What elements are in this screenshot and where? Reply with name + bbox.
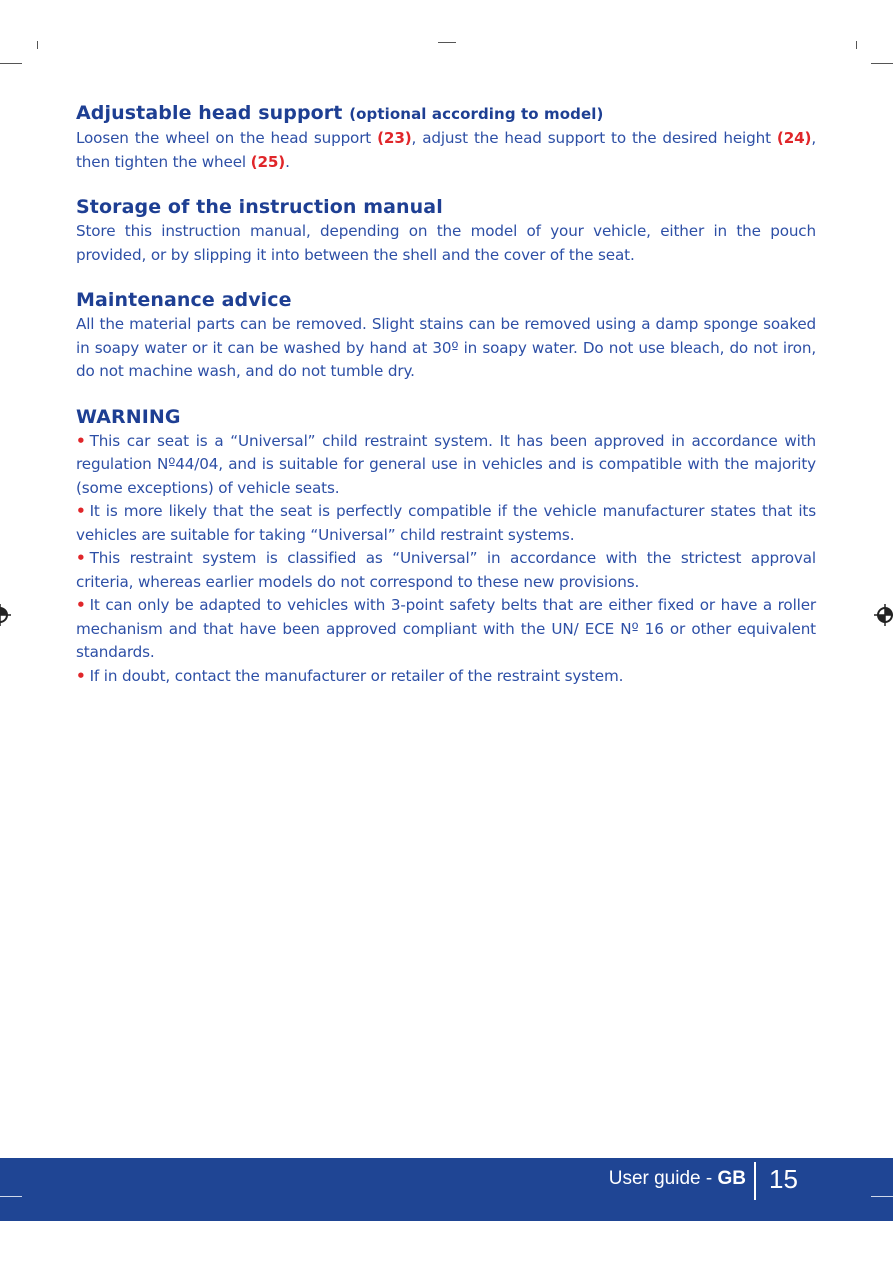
crop-mark-top-left-h	[0, 63, 22, 64]
footer-band	[0, 1158, 893, 1221]
section-body: Store this instruction manual, depending on the model of your vehicle, either in the pouch provided, or by slipping it into between the shell and the cover of the seat.	[76, 222, 816, 264]
registration-mark-left-icon	[0, 604, 11, 626]
bullet-icon: •	[76, 502, 86, 520]
page-number: 15	[769, 1164, 798, 1194]
warning-item: • It can only be adapted to vehicles with 3-point safety belts that are either fixed or have a roller mechanism and that have been approved compliant with the UN/ ECE Nº 16 or other equivalent standards.	[76, 596, 816, 661]
section-head-support	[76, 100, 816, 174]
section-title: Adjustable head support (optional according to model)	[76, 102, 604, 124]
ref-23: (23)	[377, 129, 412, 147]
warning-item: • This car seat is a “Universal” child restraint system. It has been approved in accordance with regulation Nº44/04, and is suitable for general use in vehicles and is compatible with the majority (some exceptions) of vehicle seats.	[76, 431, 816, 497]
section-body: All the material parts can be removed. Slight stains can be removed using a damp sponge soaked in soapy water or it can be washed by hand at 30º in soapy water. Do not use bleach, do not iron, do not machine wash, and do not tumble dry.	[76, 315, 816, 380]
section-storage	[76, 194, 816, 267]
registration-mark-right-icon	[874, 604, 893, 626]
crop-mark-bottom-left-h	[0, 1196, 22, 1197]
ref-24: (24)	[776, 129, 812, 147]
language-code: GB	[717, 1168, 746, 1189]
bullet-icon: •	[76, 596, 86, 614]
crop-mark-top-left-v	[37, 41, 38, 49]
title-note: (optional according to model)	[349, 105, 604, 123]
crop-mark-top-right-v	[856, 41, 857, 49]
ref-25: (25)	[250, 152, 286, 171]
section-title: WARNING	[76, 405, 181, 428]
footer-divider	[754, 1162, 756, 1200]
section-warning	[76, 404, 816, 689]
bullet-icon: •	[76, 666, 86, 685]
warning-item: • If in doubt, contact the manufacturer or retailer of the restraint system.	[76, 666, 624, 685]
bullet-icon: •	[76, 431, 86, 450]
section-body: Loosen the wheel on the head support (23), adjust the head support to the desired height (24), then tighten the wheel (25).	[76, 129, 817, 171]
bullet-icon: •	[76, 549, 86, 567]
crop-mark-bottom-right-h	[871, 1196, 893, 1197]
section-title: Storage of the instruction manual	[76, 196, 443, 218]
crop-mark-top-center	[438, 42, 456, 43]
page-content	[76, 100, 816, 708]
crop-mark-top-right-h	[871, 63, 893, 64]
warning-item: • It is more likely that the seat is perfectly compatible if the vehicle manufacturer states that its vehicles are suitable for taking “Universal” child restraint systems.	[76, 502, 816, 544]
section-title: Maintenance advice	[76, 289, 292, 311]
warning-item: • This restraint system is classified as “Universal” in accordance with the strictest approval criteria, whereas earlier models do not correspond to these new provisions.	[76, 549, 816, 591]
footer-label: User guide - GB	[608, 1168, 746, 1189]
section-maintenance	[76, 287, 816, 384]
